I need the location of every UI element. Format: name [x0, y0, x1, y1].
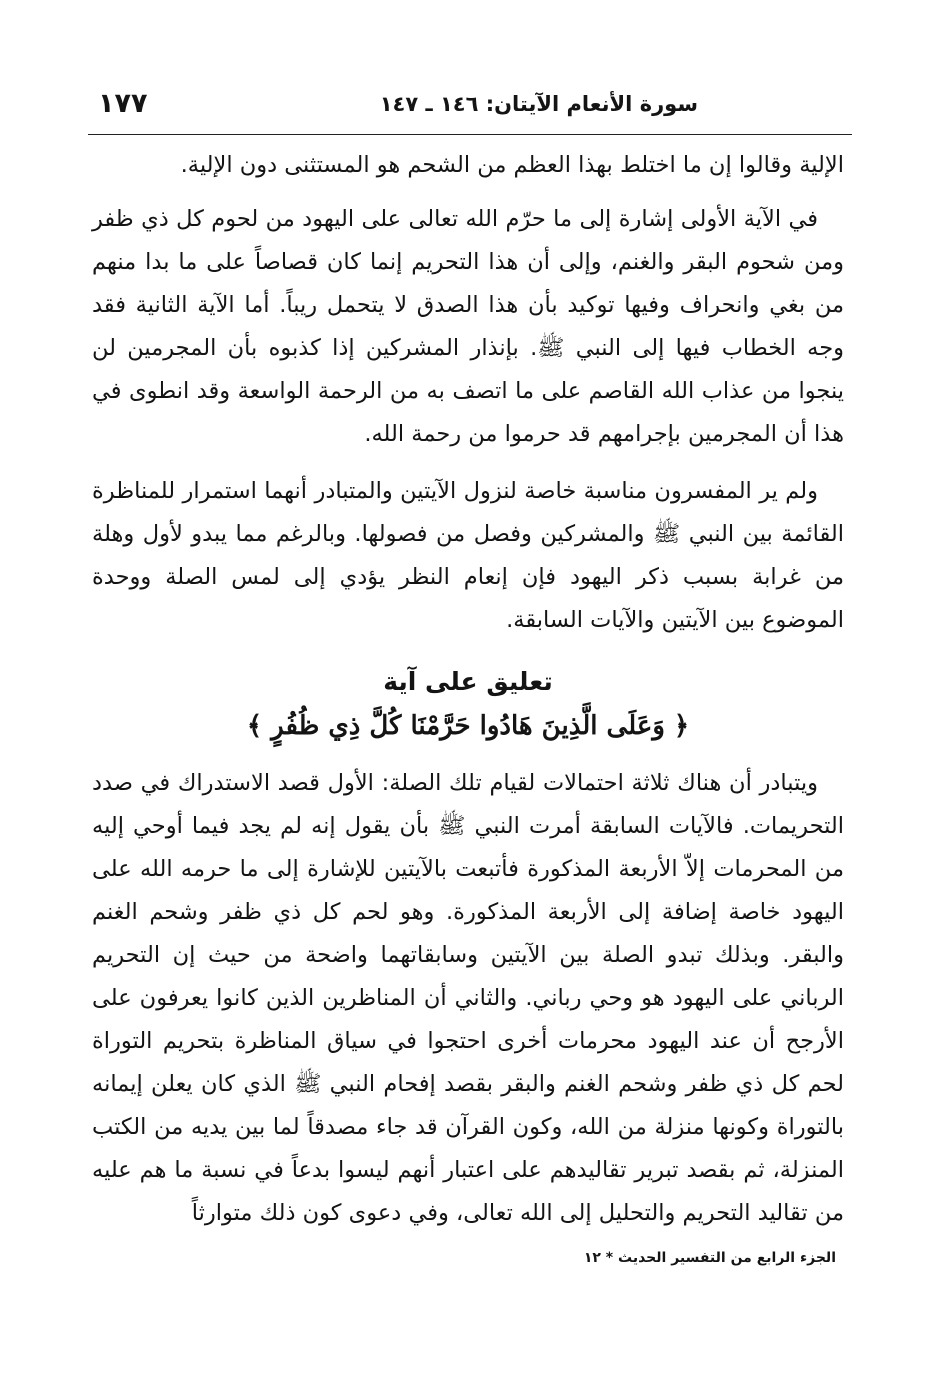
paragraph-1: الإلية وقالوا إن ما اختلط بهذا العظم من الشحم هو المستثنى دون الإلية.	[180, 152, 844, 178]
paragraph-2: في الآية الأولى إشارة إلى ما حرّم الله تعالى على اليهود من لحوم كل ذي ظفر ومن شحوم البقر والغنم، وإلى أن هذا التحريم إنما كان قصاصاً على ما بدا منهم من بغي وانحراف وفيها توكيد بأن هذا الصدق لا يتحمل ريباً. أما الآية الثانية فقد وجه الخطاب فيها إلى النبي ﷺ. بإنذار المشركين إذا كذبوه بأن المجرمين لن ينجوا من عذاب الله القاصم على ما اتصف به من الرحمة الواسعة وقد انطوى في هذا أن المجرمين بإجرامهم قد حرموا من رحمة الله.	[92, 206, 844, 447]
quran-verse: ﴿ وَعَلَى الَّذِينَ هَادُوا حَرَّمْنَا كُلَّ ذِي ظُفُرٍ ﴾	[246, 711, 690, 741]
page-number: ١٧٧	[98, 88, 148, 119]
paragraph-3: ولم ير المفسرون مناسبة خاصة لنزول الآيتين والمتبادر أنهما استمرار للمناظرة القائمة بين النبي ﷺ والمشركين وفصل من فصولها. وبالرغم مما يبدو لأول وهلة من غرابة بسبب ذكر اليهود فإن إنعام النظر يؤدي إلى لمس الصلة ووحدة الموضوع بين الآيتين والآيات السابقة.	[92, 478, 844, 633]
page-footer: الجزء الرابع من التفسير الحديث * ١٢	[583, 1250, 836, 1266]
page-header	[88, 86, 848, 126]
header-divider	[88, 134, 852, 135]
paragraph-block-4	[92, 762, 844, 1235]
paragraph-continuation	[92, 144, 844, 187]
header-title: سورة الأنعام الآيتان: ١٤٦ ـ ١٤٧	[379, 92, 698, 116]
section-heading: تعليق على آية	[383, 667, 553, 696]
paragraph-block-3	[92, 470, 844, 642]
paragraph-block-2	[92, 198, 844, 456]
paragraph-4: ويتبادر أن هناك ثلاثة احتمالات لقيام تلك الصلة: الأول قصد الاستدراك في صدد التحريمات. فالآيات السابقة أمرت النبي ﷺ بأن يقول إنه لم يجد فيما أوحي إليه من المحرمات إلاّ الأربعة المذكورة فأتبعت بالآيتين للإشارة إلى ما حرمه الله على اليهود خاصة إضافة إلى الأربعة المذكورة. وهو لحم كل ذي ظفر وشحم الغنم والبقر. وبذلك تبدو الصلة بين الآيتين وسابقاتهما واضحة من حيث إن التحريم الرباني على اليهود هو وحي رباني. والثاني أن المناظرين الذين كانوا يعرفون على الأرجح أن عند اليهود محرمات أخرى احتجوا في سياق المناظرة بتحريم التوراة لحم كل ذي ظفر وشحم الغنم والبقر بقصد إفحام النبي ﷺ الذي كان يعلن إيمانه بالتوراة وكونها منزلة من الله، وكون القرآن قد جاء مصدقاً لما بين يديه من الكتب المنزلة، ثم بقصد تبرير تقاليدهم على اعتبار أنهم ليسوا بدعاً في نسبة ما هم عليه من تقاليد التحريم والتحليل إلى الله تعالى، وفي دعوى كون ذلك متوارثاً	[92, 770, 844, 1226]
